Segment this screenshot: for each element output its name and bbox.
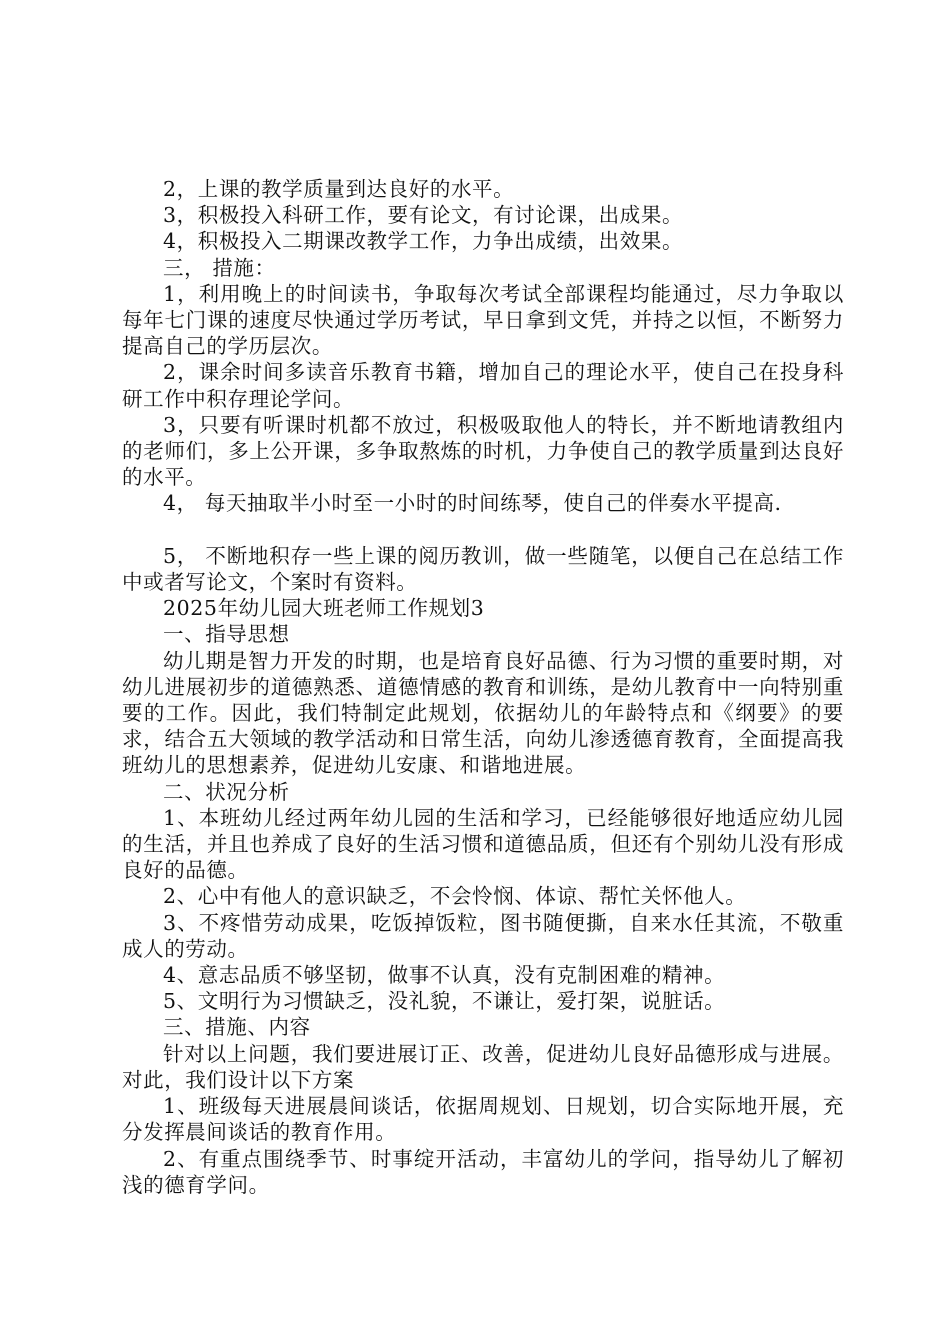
blank-line xyxy=(122,517,844,543)
paragraph: 3，积极投入科研工作，要有论文，有讨论课，出成果。 xyxy=(163,203,684,228)
paragraph: 1、本班幼儿经过两年幼儿园的生活和学习，已经能够很好地适应幼儿园的生活，并且也养成了良好的生活习惯和道德品质，但还有个别幼儿没有形成良好的品德。 xyxy=(122,805,844,883)
document-title: 2025年幼儿园大班老师工作规划3 xyxy=(163,596,485,621)
paragraph: 5、文明行为习惯缺乏，没礼貌，不谦让，爱打架，说脏话。 xyxy=(163,989,726,1014)
section-heading: 二、状况分析 xyxy=(163,779,290,804)
section-heading: 三， 措施： xyxy=(163,255,276,280)
paragraph: 2，上课的教学质量到达良好的水平。 xyxy=(163,177,515,201)
section-heading: 三、措施、内容 xyxy=(163,1015,311,1040)
paragraph: 5， 不断地积存一些上课的阅历教训，做一些随笔，以便自己在总结工作中或者写论文，个案时有资料。 xyxy=(122,543,844,595)
paragraph: 4， 每天抽取半小时至一小时的时间练琴，使自己的伴奏水平提高. xyxy=(163,491,782,516)
paragraph: 针对以上问题，我们要进展订正、改善，促进幼儿良好品德形成与进展。对此，我们设计以下方案 xyxy=(122,1041,844,1092)
paragraph: 1，利用晚上的时间读书，争取每次考试全部课程均能通过，尽力争取以每年七门课的速度尽快通过学历考试，早日拿到文凭，并持之以恒，不断努力提高自己的学历层次。 xyxy=(122,281,844,359)
paragraph: 1、班级每天进展晨间谈话，依据周规划、日规划，切合实际地开展，充分发挥晨间谈话的教育作用。 xyxy=(122,1094,844,1145)
paragraph: 2，课余时间多读音乐教育书籍，增加自己的理论水平，使自己在投身科研工作中积存理论学问。 xyxy=(122,360,844,411)
paragraph: 3、不疼惜劳动成果，吃饭掉饭粒，图书随便撕，自来水任其流，不敬重成人的劳动。 xyxy=(122,910,844,961)
document-body xyxy=(122,176,844,1198)
paragraph: 3，只要有听课时机都不放过，积极吸取他人的特长，并不断地请教组内的老师们，多上公开课，多争取熬炼的时机，力争使自己的教学质量到达良好的水平。 xyxy=(122,412,844,490)
paragraph: 2、心中有他人的意识缺乏，不会怜悯、体谅、帮忙关怀他人。 xyxy=(163,884,747,909)
paragraph: 4、意志品质不够坚韧，做事不认真，没有克制困难的精神。 xyxy=(163,963,726,988)
paragraph: 2、有重点围绕季节、时事绽开活动，丰富幼儿的学问，指导幼儿了解初浅的德育学问。 xyxy=(122,1146,844,1197)
paragraph: 幼儿期是智力开发的时期，也是培育良好品德、行为习惯的重要时期，对幼儿进展初步的道德熟悉、道德情感的教育和训练，是幼儿教育中一向特别重要的工作。因此，我们特制定此规划，依据幼儿的年龄特点和《纲要》的要求，结合五大领域的教学活动和日常生活，向幼儿渗透德育教育，全面提高我班幼儿的思想素养，促进幼儿安康、和谐地进展。 xyxy=(122,648,844,778)
paragraph: 4，积极投入二期课改教学工作，力争出成绩，出效果。 xyxy=(163,229,684,254)
section-heading: 一、指导思想 xyxy=(163,622,290,647)
